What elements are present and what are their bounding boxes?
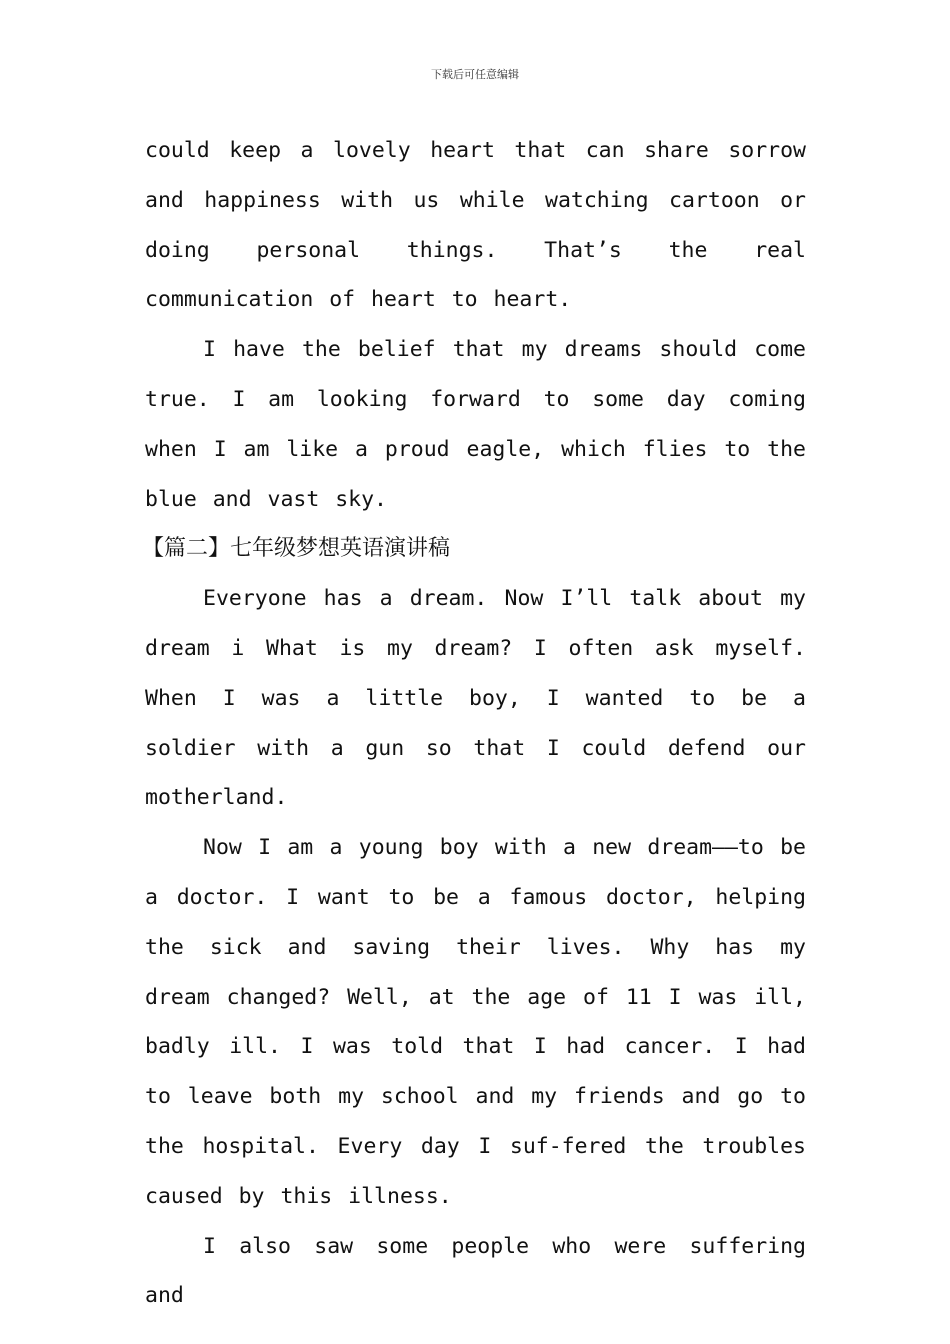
- page-header-note: 下载后可任意编辑: [431, 68, 519, 81]
- paragraph-belief: I have the belief that my dreams should come true. I am looking forward to some day coming when I am like a proud eagle, which flies to the blue and vast sky.: [145, 337, 806, 512]
- paragraph-new-dream: Now I am a young boy with a new dream——to be a doctor. I want to be a famous doctor, helping the sick and saving their lives. Why has my dream changed? Well, at the age of 11 I was ill, badly ill. I was told that I had cancer. I had to leave both my school and my friends and go to the hospital. Every day I suf-fered the troubles caused by this illness.: [145, 835, 806, 1209]
- paragraph-everyone-has-a-dream: Everyone has a dream. Now I’ll talk about my dream i What is my dream? I often ask myself. When I was a little boy, I wanted to be a soldier with a gun so that I could defend our motherland.: [145, 586, 806, 811]
- document-body: [142, 126, 806, 1321]
- paragraph-continuation: could keep a lovely heart that can share sorrow and happiness with us while watching cartoon or doing personal things. That’s the real communication of heart to heart.: [145, 138, 806, 313]
- paragraph-suffering: I also saw some people who were suffering and: [145, 1233, 806, 1309]
- section-heading: 【篇二】七年级梦想英语演讲稿: [142, 536, 451, 562]
